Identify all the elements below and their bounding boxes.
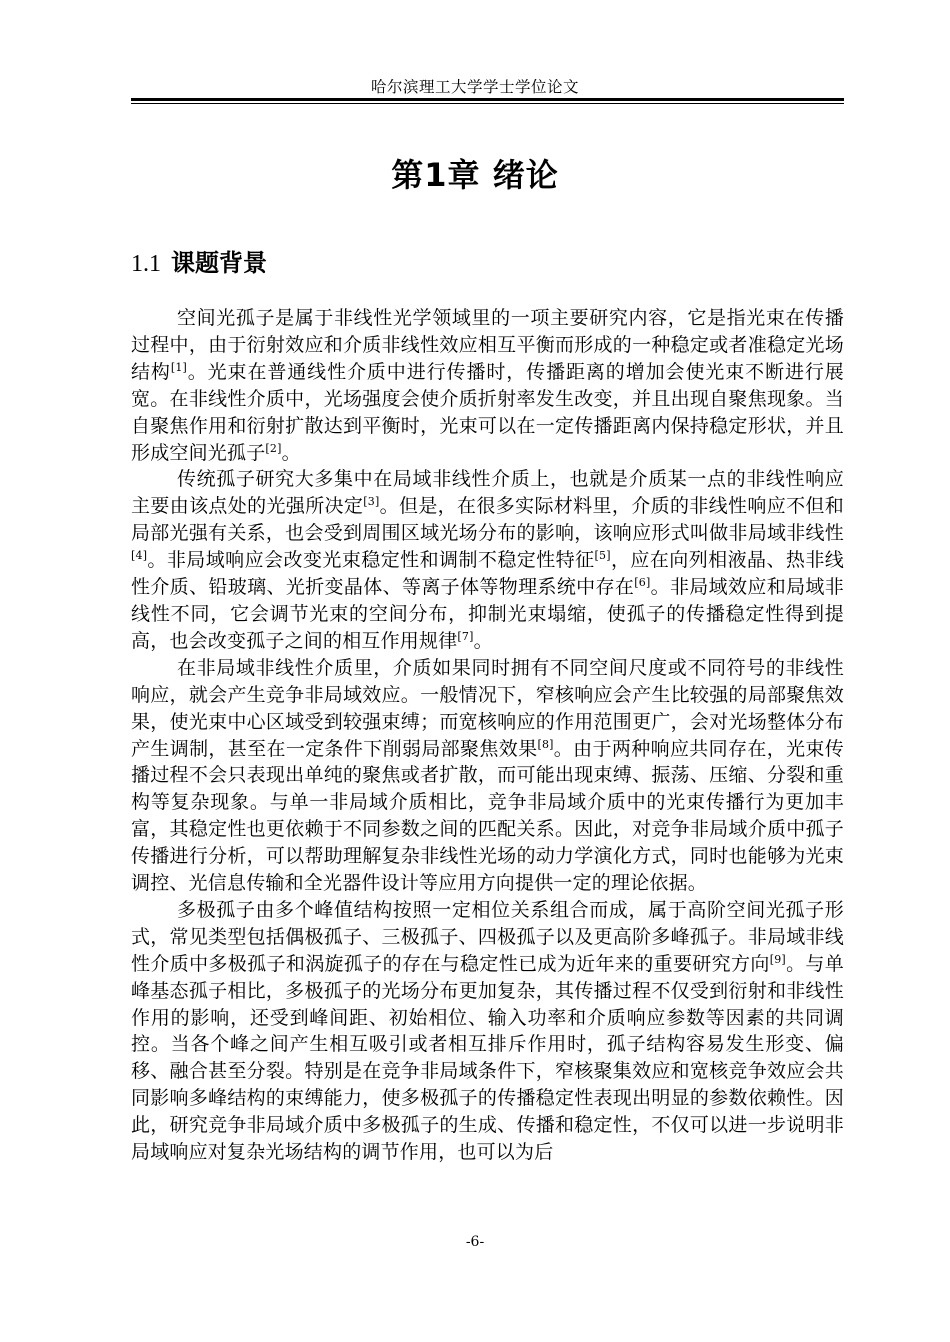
- citation-reference: [4]: [131, 549, 148, 563]
- paragraph-text: 传统孤子研究大多集中在局域非线性介质上，也就是介质某一点的非线性响应主要由该点处的光强所决定: [131, 468, 844, 518]
- paragraph-text: 。非局域响应会改变光束稳定性和调制不稳定性特征: [147, 549, 595, 572]
- paragraph-text: 空间光孤子是属于非线性光学领域里的一项主要研究内容，它是指光束在传播过程中，由于衍射效应和介质非线性效应相互平衡而形成的一种稳定或者准稳定光场结构: [131, 307, 844, 383]
- paragraph: [131, 466, 844, 654]
- header-rule-thick: [131, 98, 844, 101]
- section-heading: [131, 245, 267, 282]
- citation-reference: [7]: [457, 629, 474, 643]
- citation-reference: [3]: [363, 495, 380, 509]
- paragraph-text: ，应在向列相液晶、热非线性介质、铅玻璃、光折变晶体、等离子体等物理系统中存在: [131, 549, 844, 599]
- paragraph: [131, 897, 844, 1166]
- citation-reference: [9]: [769, 952, 786, 966]
- paragraph-text: 。: [473, 629, 493, 652]
- citation-reference: [1]: [170, 360, 188, 374]
- citation-reference: [5]: [594, 549, 611, 563]
- paragraph-text: 多极孤子由多个峰值结构按照一定相位关系组合而成，属于高阶空间光孤子形式，常见类型包括偶极孤子、三极孤子、四极孤子以及更高阶多峰孤子。非局域非线性介质中多极孤子和涡旋孤子的存在与稳定性已成为近年来的重要研究方向: [131, 898, 844, 975]
- citation-reference: [6]: [634, 576, 651, 590]
- paragraph-text: 。由于两种响应共同存在，光束传播过程不会只表现出单纯的聚焦或者扩散，而可能出现束缚、振荡、压缩、分裂和重构等复杂现象。与单一非局域介质相比，竞争非局域介质中的光束传播行为更加丰富，其稳定性也更依赖于不同参数之间的匹配关系。因此，对竞争非局域介质中孤子传播进行分析，可以帮助理解复杂非线性光场的动力学演化方式，同时也能够为光束调控、光信息传输和全光器件设计等应用方向提供一定的理论依据。: [131, 737, 844, 895]
- paragraph-text: 。: [281, 441, 301, 464]
- page-number: -6-: [465, 1234, 485, 1250]
- citation-reference: [8]: [537, 737, 554, 751]
- paragraph-text: 。但是，在很多实际材料里，介质的非线性响应不但和局部光强有关系，也会受到周围区域光场分布的影响，该响应形式叫做非局域非线性: [131, 495, 844, 545]
- chapter-title: 第1章 绪论: [391, 156, 559, 194]
- citation-reference: [2]: [265, 441, 282, 455]
- paragraph-text: 在非局域非线性介质里，介质如果同时拥有不同空间尺度或不同符号的非线性响应，就会产生竞争非局域效应。一般情况下，窄核响应会产生比较强的局部聚焦效果，使光束中心区域受到较强束缚；而宽核响应的作用范围更广，会对光场整体分布产生调制，甚至在一定条件下削弱局部聚焦效果: [131, 656, 844, 760]
- section-title: 课题背景: [171, 249, 267, 277]
- paragraph-text: 。非局域效应和局域非线性不同，它会调节光束的空间分布，抑制光束塌缩，使孤子的传播稳定性得到提高，也会改变孤子之间的相互作用规律: [131, 576, 844, 652]
- paragraph: [131, 655, 844, 897]
- paragraph: [131, 305, 844, 466]
- section-number: 1.1: [131, 251, 161, 277]
- header-title: 哈尔滨理工大学学士学位论文: [370, 78, 579, 96]
- paragraph-text: 。与单峰基态孤子相比，多极孤子的光场分布更加复杂，其传播过程不仅受到衍射和非线性作用的影响，还受到峰间距、初始相位、输入功率和介质响应参数等因素的共同调控。当各个峰之间产生相互吸引或者相互排斥作用时，孤子结构容易发生形变、偏移、融合甚至分裂。特别是在竞争非局域条件下，窄核聚集效应和宽核竞争效应会共同影响多峰结构的束缚能力，使多极孤子的传播稳定性表现出明显的参数依赖性。因此，研究竞争非局域介质中多极孤子的生成、传播和稳定性，不仅可以进一步说明非局域响应对复杂光场结构的调节作用，也可以为后: [131, 952, 844, 1164]
- header-rule-thin: [131, 103, 844, 104]
- body-text: [131, 305, 844, 1166]
- paragraph-text: 。光束在普通线性介质中进行传播时，传播距离的增加会使光束不断进行展宽。在非线性介质中，光场强度会使介质折射率发生改变，并且出现自聚焦现象。当自聚焦作用和衍射扩散达到平衡时，光束可以在一定传播距离内保持稳定形状，并且形成空间光孤子: [131, 360, 844, 464]
